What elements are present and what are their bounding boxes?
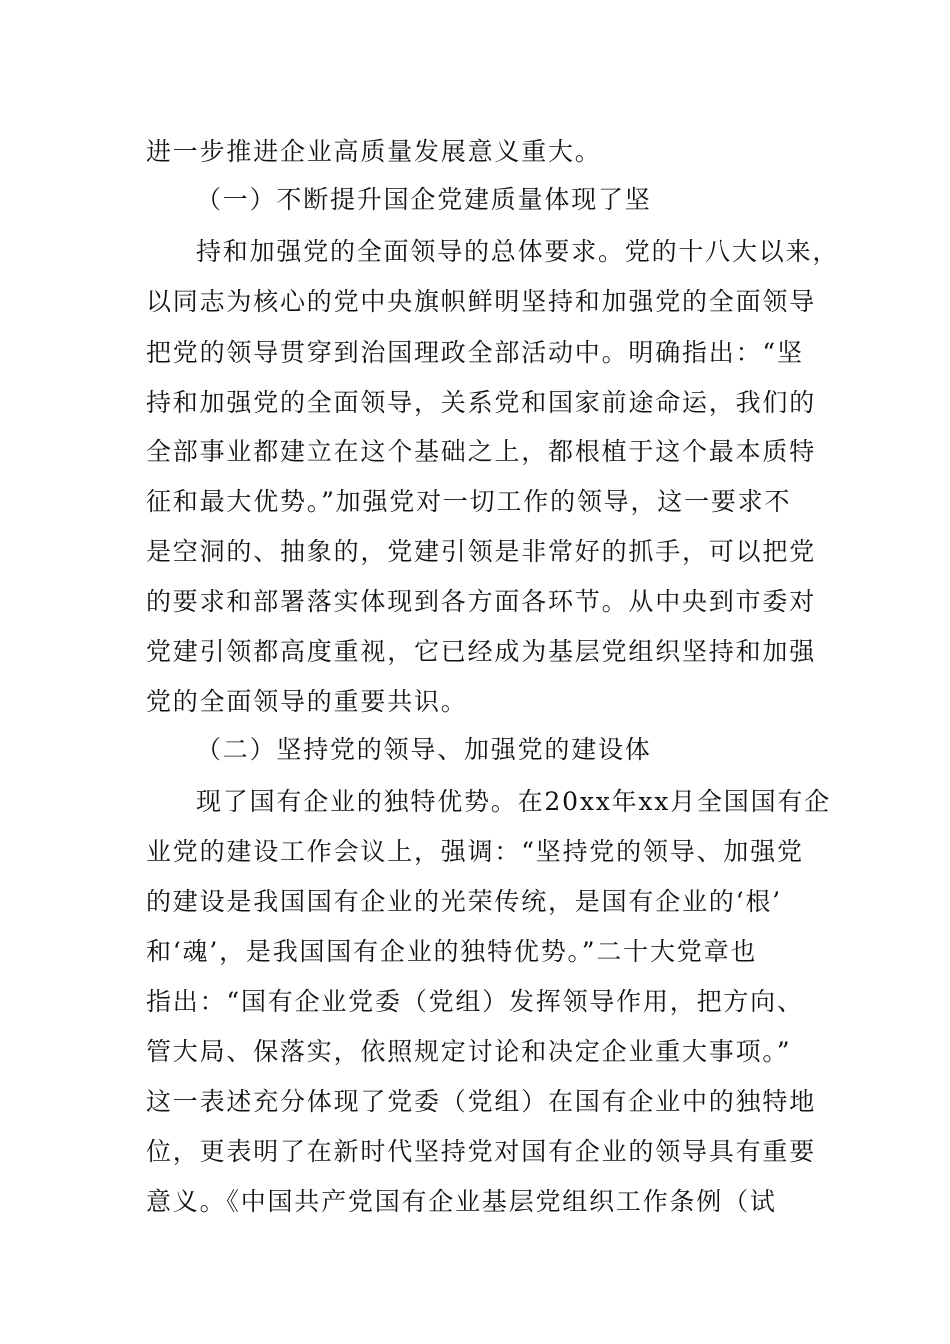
text-line: 把党的领导贯穿到治国理政全部活动中。明确指出：“坚 (146, 338, 804, 367)
text-line: 持和加强党的全面领导的总体要求。党的十八大以来， (196, 237, 840, 266)
text-line: 以同志为核心的党中央旗帜鲜明坚持和加强党的全面领导 (146, 287, 817, 316)
text-line: 管大局、保落实，依照规定讨论和决定企业重大事项。” (146, 1037, 792, 1066)
section-heading-1: （一）不断提升国企党建质量体现了坚 (196, 185, 652, 214)
text-line: 征和最大优势。”加强党对一切工作的领导，这一要求不 (146, 487, 792, 516)
text-line: 意义。《中国共产党国有企业基层党组织工作条例（试 (146, 1187, 777, 1216)
text-line: 党的全面领导的重要共识。 (146, 687, 468, 716)
text-line: 进一步推进企业高质量发展意义重大。 (146, 137, 602, 166)
text-line: 的建设是我国国有企业的光荣传统，是国有企业的‘根’ (146, 887, 782, 916)
text-line: 和‘魂’，是我国国有企业的独特优势。”二十大党章也 (146, 937, 758, 966)
text-line: 这一表述充分体现了党委（党组）在国有企业中的独特地 (146, 1087, 817, 1116)
text-line: 是空洞的、抽象的，党建引领是非常好的抓手，可以把党 (146, 537, 817, 566)
section-heading-2: （二）坚持党的领导、加强党的建设体 (196, 735, 652, 764)
text-line: 现了国有企业的独特优势。在20xx年xx月全国国有企 (196, 787, 832, 816)
text-line: 业党的建设工作会议上，强调：“坚持党的领导、加强党 (146, 837, 804, 866)
text-line: 的要求和部署落实体现到各方面各环节。从中央到市委对 (146, 587, 817, 616)
text-line: 全部事业都建立在这个基础之上，都根植于这个最本质特 (146, 437, 817, 466)
text-line: 位，更表明了在新时代坚持党对国有企业的领导具有重要 (146, 1137, 817, 1166)
text-line: 持和加强党的全面领导，关系党和国家前途命运，我们的 (146, 388, 817, 417)
text-line: 党建引领都高度重视，它已经成为基层党组织坚持和加强 (146, 637, 817, 666)
text-line: 指出：“国有企业党委（党组）发挥领导作用，把方向、 (146, 987, 804, 1016)
